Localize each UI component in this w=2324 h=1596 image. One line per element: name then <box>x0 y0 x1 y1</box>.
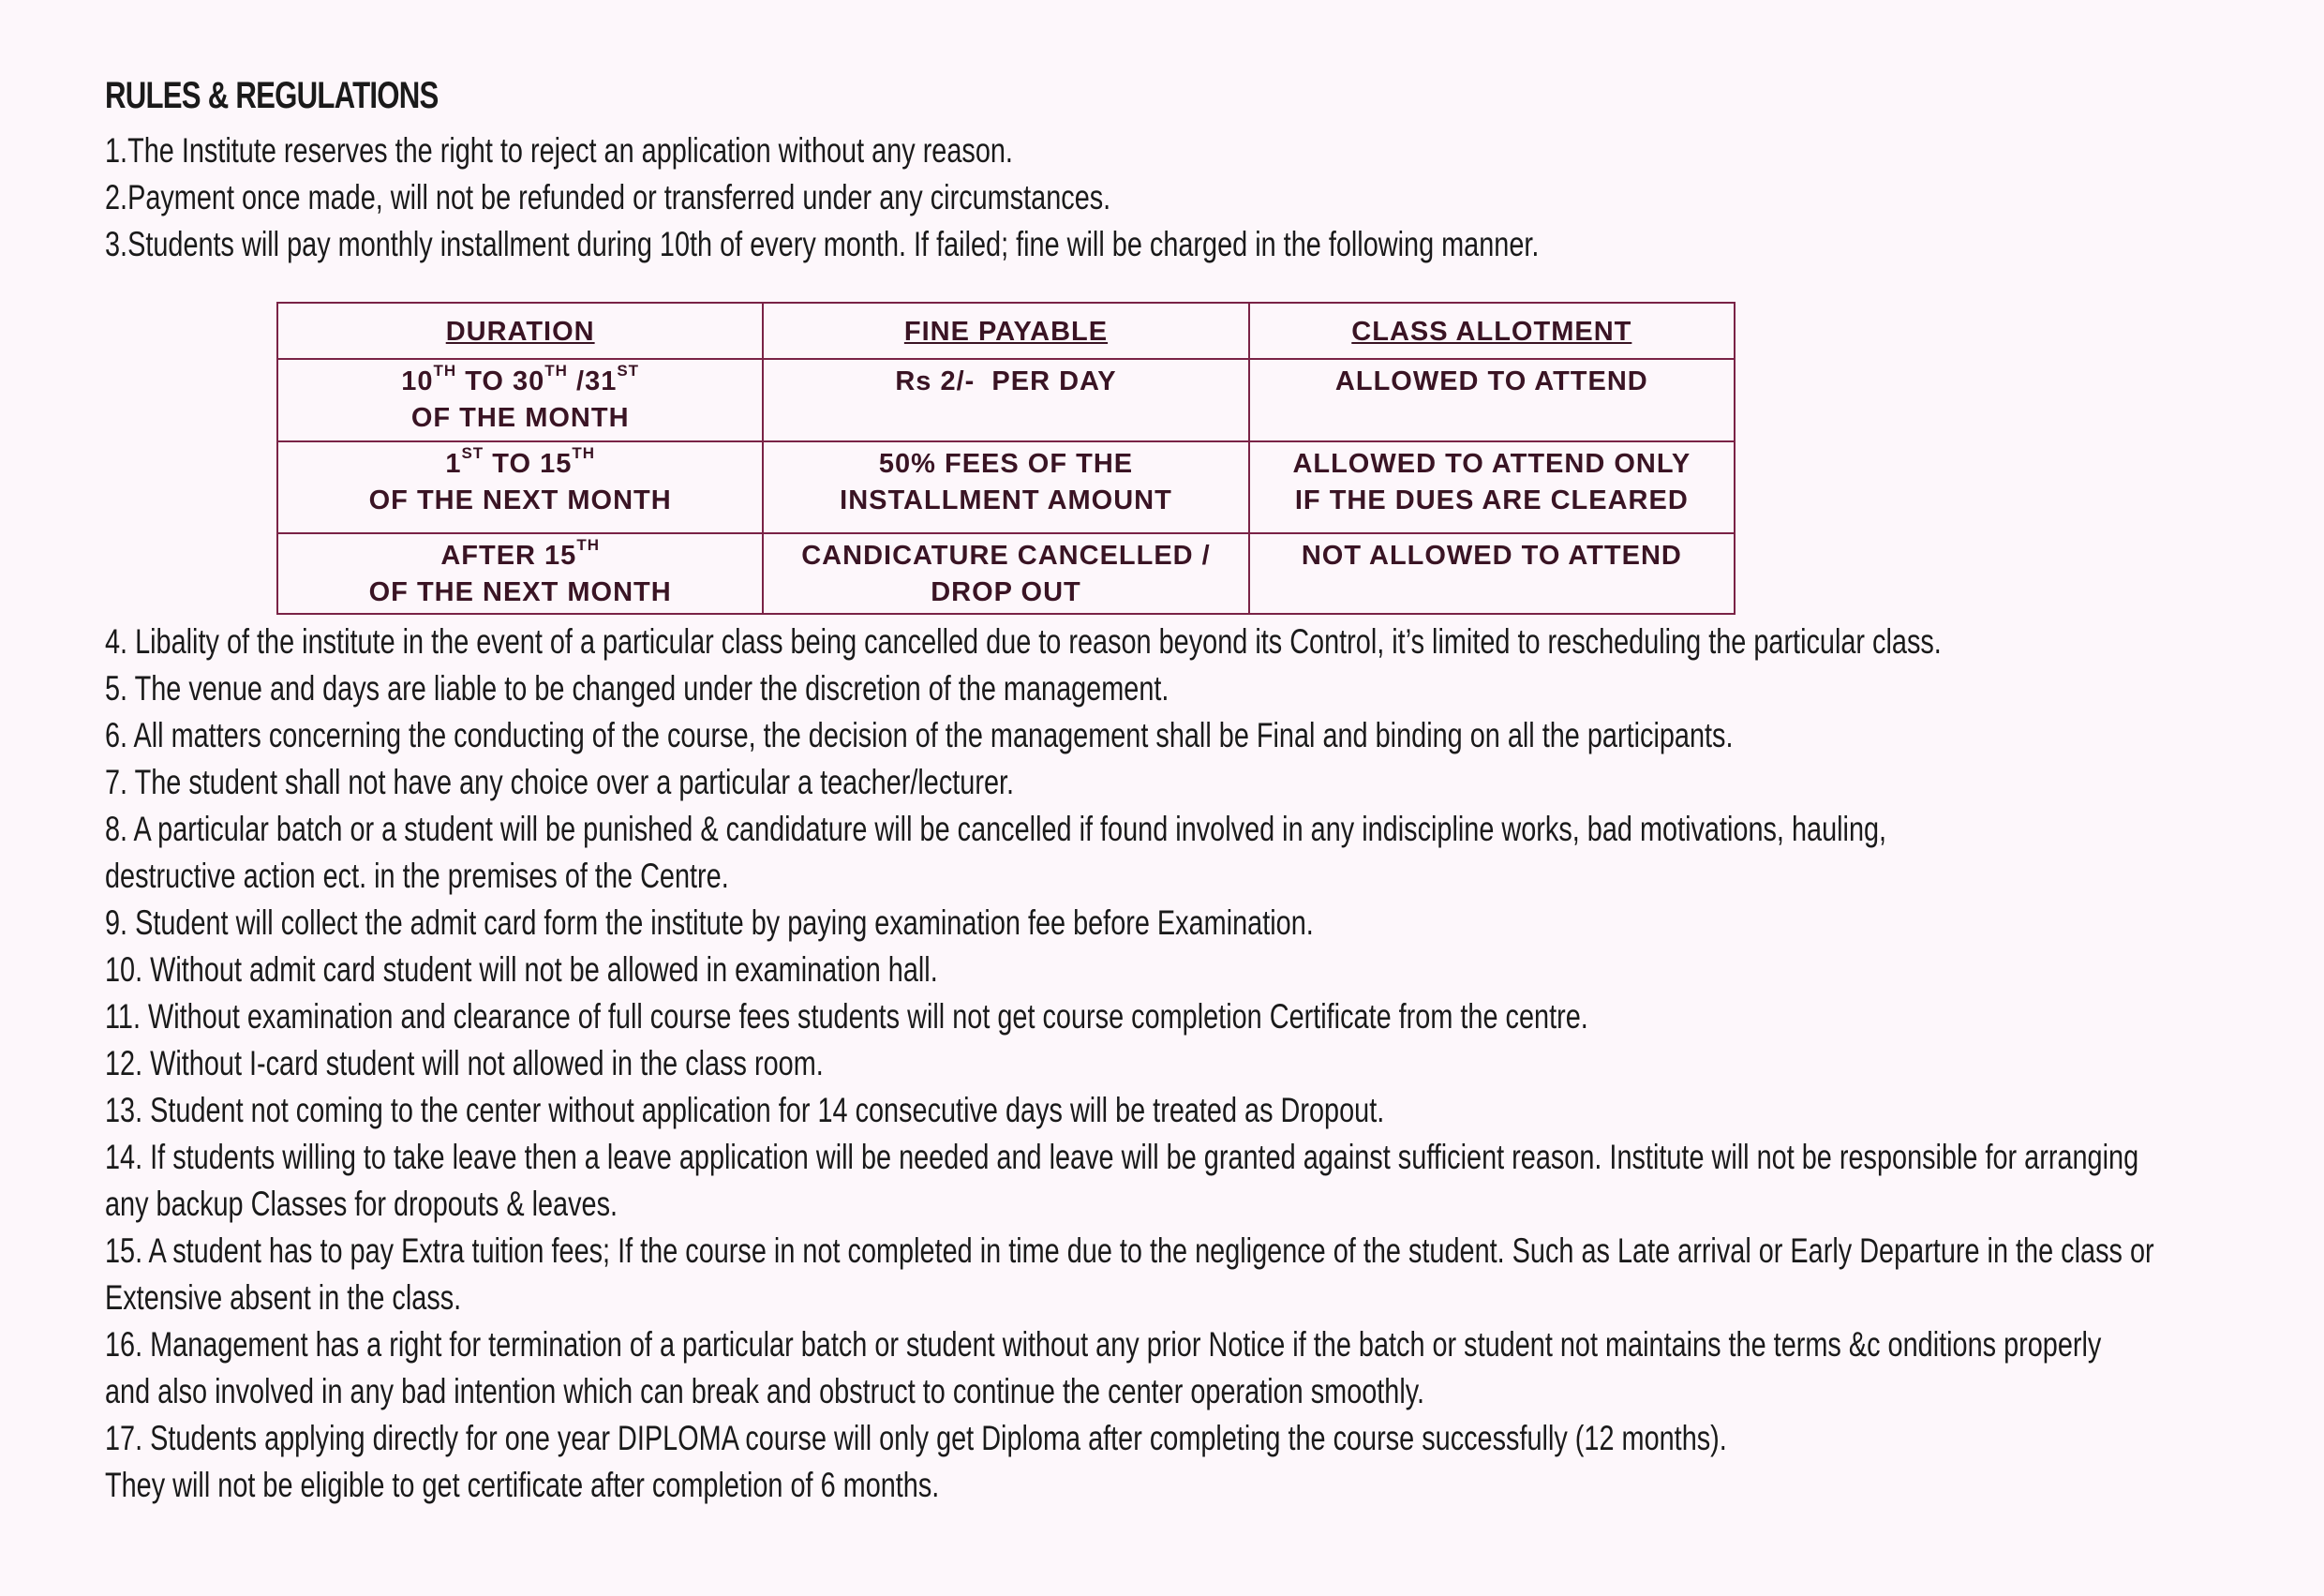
rule-item: 10. Without admit card student will not be allowed in examination hall. <box>105 950 938 989</box>
rule-item-continued: They will not be eligible to get certificate after completion of 6 months. <box>105 1466 940 1504</box>
rule-item: 9. Student will collect the admit card form the institute by paying examination fee before Examination. <box>105 903 1314 942</box>
rule-item: 16. Management has a right for termination of a particular batch or student without any prior Notice if the batch or student not maintains the terms &c onditions properly <box>105 1325 2102 1364</box>
allotment-cell: ALLOWED TO ATTEND ONLY IF THE DUES ARE CLEARED <box>1249 441 1735 533</box>
header-duration: DURATION <box>277 303 763 359</box>
page-title: RULES & REGULATIONS <box>105 75 439 116</box>
allotment-cell: ALLOWED TO ATTEND <box>1249 359 1735 441</box>
rules-list <box>105 619 2279 1509</box>
table-row <box>277 533 1735 614</box>
duration-cell: 10TH TO 30TH /31ST OF THE MONTH <box>277 359 763 441</box>
fine-schedule-table <box>276 302 1736 615</box>
header-fine-payable: FINE PAYABLE <box>763 303 1248 359</box>
rule-item: 4. Libality of the institute in the event of a particular class being cancelled due to reason beyond its Control, it’s limited to rescheduling the particular class. <box>105 622 1942 661</box>
rule-item: 17. Students applying directly for one year DIPLOMA course will only get Diploma after completing the course successfully (12 months). <box>105 1419 1727 1457</box>
rule-item-continued: any backup Classes for dropouts & leaves. <box>105 1185 618 1223</box>
rule-item: 3.Students will pay monthly installment during 10th of every month. If failed; fine will be charged in the following manner. <box>105 225 1540 263</box>
header-class-allotment: CLASS ALLOTMENT <box>1249 303 1735 359</box>
rule-item: 15. A student has to pay Extra tuition fees; If the course in not completed in time due to the negligence of the student. Such as Late arrival or Early Departure in the class or <box>105 1231 2154 1270</box>
rule-item: 5. The venue and days are liable to be changed under the discretion of the management. <box>105 669 1169 708</box>
rule-item: 2.Payment once made, will not be refunded or transferred under any circumstances. <box>105 178 1111 216</box>
fine-cell: Rs 2/- PER DAY <box>763 359 1248 441</box>
rule-item-continued: destructive action ect. in the premises of the Centre. <box>105 857 729 895</box>
table-header-row <box>277 303 1735 359</box>
duration-cell: AFTER 15TH OF THE NEXT MONTH <box>277 533 763 614</box>
fine-cell: 50% FEES OF THE INSTALLMENT AMOUNT <box>763 441 1248 533</box>
rule-item: 8. A particular batch or a student will be punished & candidature will be cancelled if found involved in any indiscipline works, bad motivations, hauling, <box>105 810 1887 848</box>
rule-item: 12. Without I-card student will not allowed in the class room. <box>105 1044 824 1082</box>
table-row <box>277 359 1735 441</box>
rule-item-continued: and also involved in any bad intention which can break and obstruct to continue the center operation smoothly. <box>105 1372 1425 1410</box>
rule-item: 13. Student not coming to the center without application for 14 consecutive days will be treated as Dropout. <box>105 1091 1385 1129</box>
duration-cell: 1ST TO 15TH OF THE NEXT MONTH <box>277 441 763 533</box>
rule-item-continued: Extensive absent in the class. <box>105 1278 462 1317</box>
rule-item: 11. Without examination and clearance of full course fees students will not get course completion Certificate from the centre. <box>105 997 1588 1036</box>
fine-cell: CANDICATURE CANCELLED / DROP OUT <box>763 533 1248 614</box>
rule-item: 7. The student shall not have any choice over a particular a teacher/lecturer. <box>105 763 1015 801</box>
allotment-cell: NOT ALLOWED TO ATTEND <box>1249 533 1735 614</box>
rule-item: 1.The Institute reserves the right to reject an application without any reason. <box>105 131 1013 170</box>
rule-item: 6. All matters concerning the conducting of the course, the decision of the management shall be Final and binding on all the participants. <box>105 716 1734 754</box>
rule-item: 14. If students willing to take leave then a leave application will be needed and leave will be granted against sufficient reason. Institute will not be responsible for arranging <box>105 1138 2139 1176</box>
table-row <box>277 441 1735 533</box>
